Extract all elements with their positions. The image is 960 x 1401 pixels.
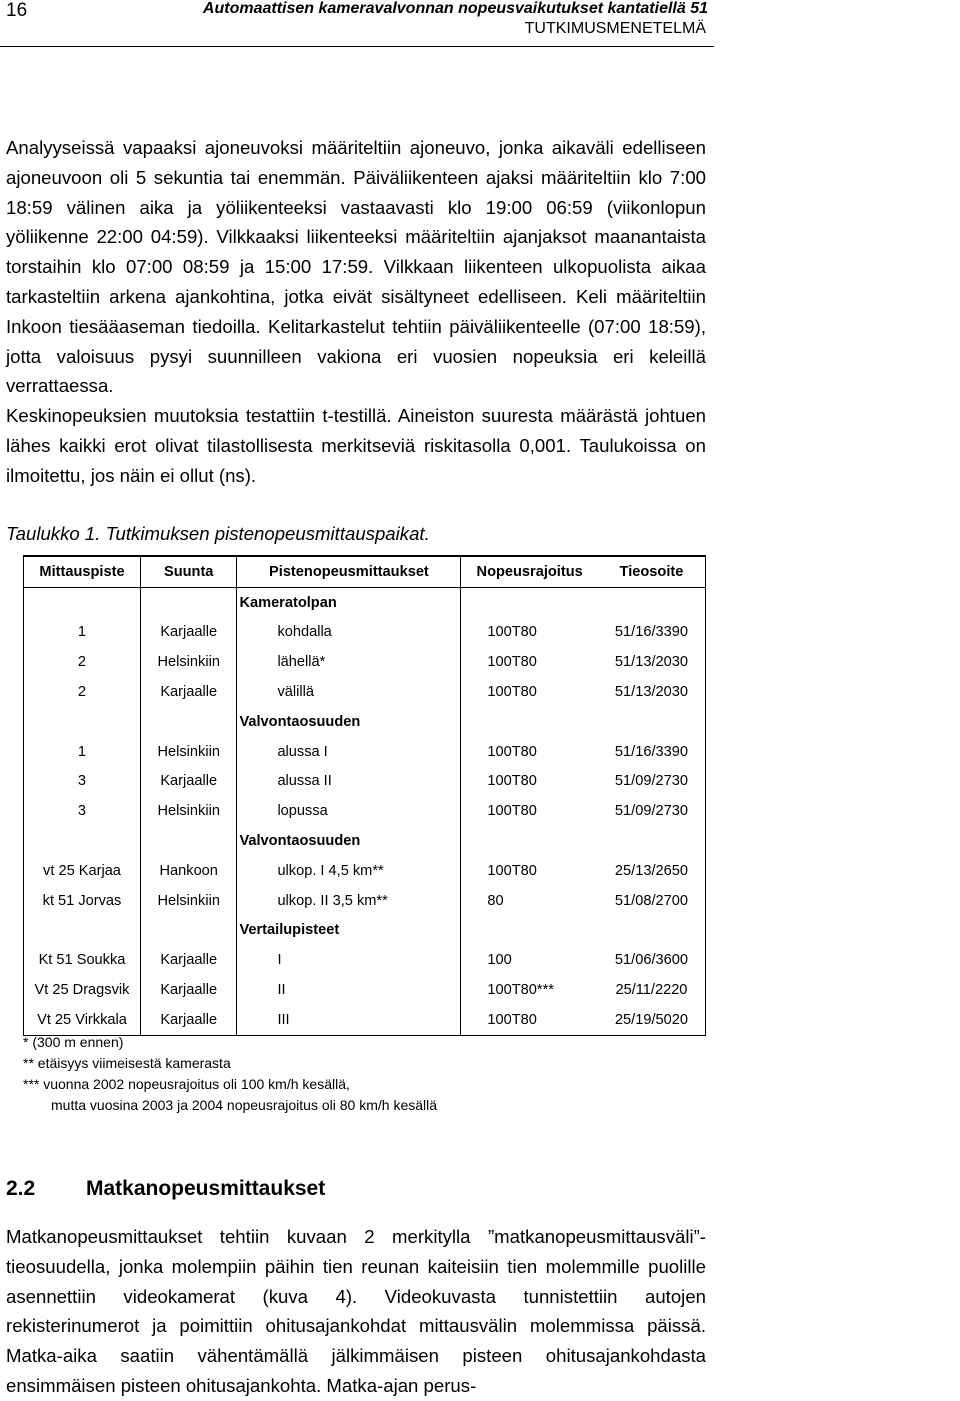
table-cell: I — [237, 945, 461, 975]
table-footnotes — [23, 1032, 437, 1116]
section-label: Kameratolpan — [237, 587, 461, 617]
measurement-sites-table — [23, 555, 706, 1036]
section-title: Matkanopeusmittaukset — [86, 1177, 326, 1200]
table-cell: ulkop. II 3,5 km** — [237, 886, 461, 916]
table-cell — [140, 587, 236, 617]
table-caption: Taulukko 1. Tutkimuksen pistenopeusmittauspaikat. — [6, 523, 430, 544]
table-cell: lopussa — [237, 796, 461, 826]
table-cell: ulkop. I 4,5 km** — [237, 856, 461, 886]
table-section-row — [24, 826, 706, 856]
table-cell: 100T80 — [487, 862, 537, 879]
section-heading — [6, 1177, 325, 1201]
table-cell — [598, 707, 706, 737]
footnote: * (300 m ennen) — [23, 1034, 124, 1050]
table-row — [24, 886, 706, 916]
table-cell: Helsinkiin — [140, 796, 236, 826]
table-cell — [461, 707, 598, 737]
table-cell: Vt 25 Virkkala — [24, 1005, 141, 1035]
section-label: Valvontaosuuden — [237, 826, 461, 856]
table-cell: 25/13/2650 — [598, 856, 706, 886]
table-cell: Kt 51 Soukka — [24, 945, 141, 975]
table-cell: kohdalla — [237, 618, 461, 648]
paragraph-text: Analyyseissä vapaaksi ajoneuvoksi määriteltiin ajoneuvo, jonka aikaväli edelliseen ajoneuvoon oli 5 sekuntia tai enemmän. Päiväliikenteen ajaksi määriteltiin klo 7:00 18:59 välinen aika ja yöliikenteeksi vastaavasti klo 19:00 06:59 (viikonlopun yöliikenne 22:00 04:59). Vilkkaaksi liikenteeksi määriteltiin ajanjaksot maanantaista torstaihin klo 07:00 08:59 ja 15:00 17:59. Vilkkaan liikenteen ulkopuolista aikaa tarkasteltiin arkena ajankohtina, jotka eivät sisältyneet edelliseen. Keli määriteltiin Inkoon tiesääaseman tiedoilla. Kelitarkastelut tehtiin päiväliikenteelle (07:00 18:59), jotta valoisuus pysyi suunnilleen vakiona eri vuosien nopeuksia eri keleillä verrattaessa. — [6, 137, 706, 397]
table-cell: Karjaalle — [140, 1005, 236, 1035]
table-cell: Helsinkiin — [140, 737, 236, 767]
column-header: Mittauspiste — [24, 556, 141, 587]
table-cell — [461, 916, 598, 946]
table-row — [24, 618, 706, 648]
table-cell — [461, 826, 598, 856]
table-section-row — [24, 707, 706, 737]
table-cell: 51/13/2030 — [598, 647, 706, 677]
table-cell: 51/08/2700 — [598, 886, 706, 916]
table-cell: Karjaalle — [140, 945, 236, 975]
paragraph-analysis — [6, 133, 706, 401]
column-header: Pistenopeusmittaukset — [237, 556, 461, 587]
table-cell — [598, 826, 706, 856]
table-cell: 100T80 — [487, 654, 537, 671]
table-cell — [598, 587, 706, 617]
column-header: Nopeusrajoitus — [461, 556, 598, 587]
footnote: ** etäisyys viimeisestä kamerasta — [23, 1055, 231, 1071]
table-cell: 3 — [24, 796, 141, 826]
table-cell: vt 25 Karjaa — [24, 856, 141, 886]
table-cell: 51/16/3390 — [598, 737, 706, 767]
table-row — [24, 767, 706, 797]
table-cell — [140, 916, 236, 946]
paragraph-ttest — [6, 401, 706, 490]
table-cell — [24, 587, 141, 617]
table-cell: 51/09/2730 — [598, 767, 706, 797]
table-cell: 100T80 — [487, 684, 537, 701]
table-cell: 3 — [24, 767, 141, 797]
table-row — [24, 647, 706, 677]
table-section-row — [24, 587, 706, 617]
page-number: 16 — [6, 0, 28, 21]
table-cell: alussa II — [237, 767, 461, 797]
table-cell — [140, 826, 236, 856]
table-cell: 51/09/2730 — [598, 796, 706, 826]
table-cell: 100T80 — [487, 743, 537, 760]
table-cell — [24, 916, 141, 946]
table-row — [24, 945, 706, 975]
table-cell: 2 — [24, 647, 141, 677]
footnote: *** vuonna 2002 nopeusrajoitus oli 100 km/h kesällä, — [23, 1076, 350, 1092]
table-row — [24, 1005, 706, 1035]
table-cell: Helsinkiin — [140, 647, 236, 677]
table-cell: Karjaalle — [140, 975, 236, 1005]
section-label: Valvontaosuuden — [237, 707, 461, 737]
page-header — [0, 0, 720, 52]
table-cell: kt 51 Jorvas — [24, 886, 141, 916]
table-cell: Karjaalle — [140, 677, 236, 707]
section-label: Vertailupisteet — [237, 916, 461, 946]
paragraph-text: Matkanopeusmittaukset tehtiin kuvaan 2 merkitylla ”matkanopeusmittausväli”-tieosuudella, jonka molempiin päihin tien reunan kaiteisiin tien molemmille puolille asennettiin videokamerat (kuva 4). Videokuvasta tunnistettiin autojen rekisterinumerot ja poimittiin ohitusajankohdat mittausvälin molemmissa päissä. Matka-aika saatiin vähentämällä jälkimmäisen pisteen ohitusajankohdasta ensimmäisen pisteen ohitusajankohta. Matka-ajan perus- — [6, 1226, 706, 1396]
table-section-row — [24, 916, 706, 946]
table-cell: 25/11/2220 — [598, 975, 706, 1005]
table-cell: Hankoon — [140, 856, 236, 886]
table-cell: 1 — [24, 737, 141, 767]
table-cell: Karjaalle — [140, 618, 236, 648]
table-cell: 2 — [24, 677, 141, 707]
table-cell: 1 — [24, 618, 141, 648]
table-cell: alussa I — [237, 737, 461, 767]
header-rule — [0, 46, 714, 47]
column-header: Tieosoite — [598, 556, 706, 587]
table-cell: lähellä* — [237, 647, 461, 677]
table-cell: 80 — [487, 892, 504, 909]
table-row — [24, 856, 706, 886]
table-cell: II — [237, 975, 461, 1005]
table-cell: Karjaalle — [140, 767, 236, 797]
table-cell: 25/19/5020 — [598, 1005, 706, 1035]
table-cell: välillä — [237, 677, 461, 707]
running-title: Automaattisen kameravalvonnan nopeusvaikutukset kantatiellä 51 — [202, 0, 708, 17]
table-row — [24, 677, 706, 707]
table-cell: 100T80 — [487, 773, 537, 790]
table-cell — [24, 707, 141, 737]
table-cell: Helsinkiin — [140, 886, 236, 916]
section-number: 2.2 — [6, 1177, 36, 1200]
table-cell: 100T80 — [461, 1005, 598, 1035]
table-cell — [140, 707, 236, 737]
table-row — [24, 796, 706, 826]
table-cell: 51/06/3600 — [598, 945, 706, 975]
table-cell: 100T80 — [487, 803, 537, 820]
footnote: mutta vuosina 2003 ja 2004 nopeusrajoitus oli 80 km/h kesällä — [51, 1097, 438, 1113]
table-header-row — [24, 556, 706, 587]
table-cell — [24, 826, 141, 856]
table-cell: 100T80*** — [487, 982, 554, 999]
table-row — [24, 737, 706, 767]
column-header: Suunta — [140, 556, 236, 587]
running-subtitle: TUTKIMUSMENETELMÄ — [524, 20, 706, 37]
table-cell: Vt 25 Dragsvik — [24, 975, 141, 1005]
paragraph-text: Keskinopeuksien muutoksia testattiin t-testillä. Aineiston suuresta määrästä johtuen lähes kaikki erot olivat tilastollisesta merkitseviä riskitasolla 0,001. Taulukoissa on ilmoitettu, jos näin ei ollut (ns). — [6, 405, 706, 486]
table-cell — [461, 587, 598, 617]
table-cell: 100T80 — [487, 624, 537, 641]
table-cell: 51/13/2030 — [598, 677, 706, 707]
paragraph-travel-speed — [6, 1222, 706, 1401]
table-cell — [598, 916, 706, 946]
table-row — [24, 975, 706, 1005]
table-cell: III — [237, 1005, 461, 1035]
table-cell: 51/16/3390 — [598, 618, 706, 648]
table-cell: 100 — [487, 952, 512, 969]
